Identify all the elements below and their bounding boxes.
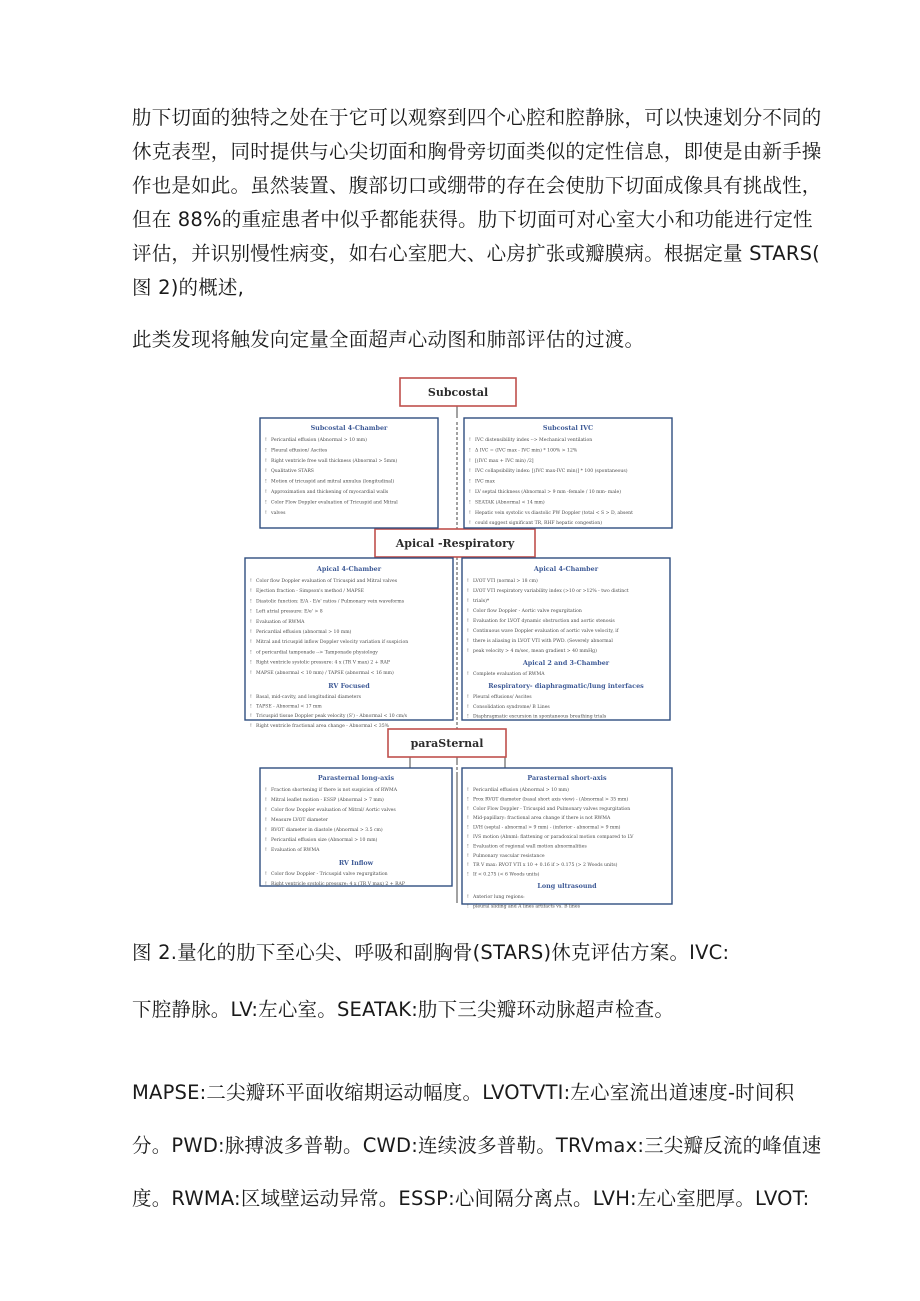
apical-left-line-bullet: ! — [250, 650, 252, 656]
apical-right-title: Apical 4-Chamber — [533, 565, 599, 573]
parasternal-long-line: Measure LVOT diameter — [271, 818, 328, 823]
rv-focused-line-bullet: ! — [250, 723, 252, 729]
respiratory-interfaces-line-bullet: ! — [467, 704, 469, 710]
apical-left-line-bullet: ! — [250, 640, 252, 646]
apical-respiratory-header-label: Apical -Respiratory — [395, 537, 515, 550]
intro-line: 休克表型，同时提供与心尖切面和胸骨旁切面类似的定性信息，即使是由新手操 — [132, 140, 822, 163]
subcostal-ivc-line: LV septal thickness (Abnormal > 9 mm -female / 10 mm- male) — [475, 490, 621, 495]
apical-right-line-bullet: ! — [467, 609, 469, 614]
subcostal-ivc-line-bullet: ! — [469, 500, 471, 506]
subcostal-4chamber-line: Approximation and thickening of myocardial walls — [271, 490, 389, 495]
apical-right-line: LVOT VTI (normal > 18 cm) — [473, 579, 538, 584]
parasternal-long-line-bullet: ! — [265, 788, 267, 793]
apical-2-3-chamber-line-bullet: ! — [467, 672, 469, 677]
respiratory-interfaces-line-bullet: ! — [467, 695, 469, 700]
rv-inflow-line-bullet: ! — [265, 872, 267, 877]
parasternal-short-line: Pericardial effusion (Abnormal > 10 mm) — [473, 788, 569, 793]
rv-inflow-title: RV Inflow — [338, 859, 374, 867]
apical-right-line-bullet: ! — [467, 589, 469, 594]
subcostal-4chamber-line-bullet: ! — [265, 458, 267, 464]
parasternal-long-line-bullet: ! — [265, 798, 267, 803]
rv-focused-line-bullet: ! — [250, 695, 252, 700]
intro-paragraph — [132, 101, 822, 305]
parasternal-short-line-bullet: ! — [467, 872, 469, 878]
parasternal-long-line: Mitral leaflet motion - ESSP (Abnormal > 7 mm) — [271, 798, 384, 803]
respiratory-interfaces-line-bullet: ! — [467, 714, 469, 720]
parasternal-short-line-bullet: ! — [467, 835, 469, 840]
abbrev-line: 度。RWMA:区域壁运动异常。ESSP:心间隔分离点。LVH:左心室肥厚。LVOT: — [132, 1187, 810, 1210]
subcostal-4chamber-line: Pleural effusion/ Ascites — [271, 448, 328, 454]
apical-left-line: MAPSE (abnormal < 10 mm) / TAPSE (abnormal < 16 mm) — [256, 670, 394, 676]
parasternal-short-line: LVH (septal - abnormal > 9 mm) - (inferior - abnormal > 9 mm) — [473, 825, 621, 831]
parasternal-long-title: Parasternal long-axis — [317, 774, 395, 782]
apical-left-line: Pericardial effusion (abnormal > 10 mm) — [256, 630, 352, 635]
apical-right-line: LVOT VTI respiratory variability index (>10 or >12% - two distinct — [473, 589, 629, 594]
apical-left-line-bullet: ! — [250, 670, 252, 676]
rv-inflow-line: Color flow Doppler - Tricuspid valve regurgitation — [271, 872, 388, 877]
subcostal-4chamber-title: Subcostal 4-Chamber — [310, 424, 388, 432]
apical-left-line-bullet: ! — [250, 630, 252, 635]
apical-right-line-bullet: ! — [467, 629, 469, 634]
apical-left-line-bullet: ! — [250, 609, 252, 615]
subcostal-4chamber-line-bullet: ! — [265, 448, 267, 454]
respiratory-interfaces-line: Pleural effusions/ Ascites — [473, 695, 532, 700]
subcostal-ivc-line-bullet: ! — [469, 448, 471, 454]
parasternal-long-line-bullet: ! — [265, 808, 267, 813]
apical-left-line-bullet: ! — [250, 599, 252, 605]
subcostal-ivc-line-bullet: ! — [469, 469, 471, 475]
parasternal-short-line-bullet: ! — [467, 825, 469, 831]
parasternal-short-line: Mid-papillary: fractional area change if there is not RWMA — [473, 816, 611, 822]
parasternal-long-line-bullet: ! — [265, 818, 267, 823]
subcostal-ivc-line: Δ IVC = (IVC max - IVC min) * 100% > 12% — [475, 448, 578, 454]
subcostal-ivc-line-bullet: ! — [469, 458, 471, 464]
figure-caption-line: 下腔静脉。LV:左心室。SEATAK:肋下三尖瓣环动脉超声检查。 — [132, 998, 675, 1021]
respiratory-interfaces-line: Diaphragmatic excursion in spontaneous breathing trials — [473, 714, 607, 720]
subcostal-ivc-title: Subcostal IVC — [542, 424, 594, 432]
apical-2-3-chamber-line: Complete evaluation of RWMA — [473, 672, 545, 677]
apical-left-title: Apical 4-Chamber — [316, 565, 382, 573]
subcostal-ivc-line: IVC max — [475, 479, 495, 485]
intro-line: 肋下切面的独特之处在于它可以观察到四个心腔和腔静脉，可以快速划分不同的 — [132, 106, 822, 129]
parasternal-short-line-bullet: ! — [467, 844, 469, 850]
subcostal-4chamber-line-bullet: ! — [265, 490, 267, 495]
subcostal-4chamber-line-bullet: ! — [265, 479, 267, 485]
parasternal-short-line: Color Flow Doppler - Tricuspid and Pulmonary valves regurgitation — [473, 806, 631, 812]
parasternal-long-line: Color flow Doppler evaluation of Mitral/ Aortic valves — [271, 808, 396, 813]
apical-right-line-bullet: ! — [467, 649, 469, 654]
lung-ultrasound-line: pleural sliding and A lines artifacts vs. B lines — [473, 904, 580, 910]
parasternal-long-box — [260, 768, 452, 886]
parasternal-short-line: IVS motion (Abnml: flattening or paradoxical motion compared to LV — [473, 835, 634, 840]
rv-focused-line: Basal, mid-cavity, and longitudinal diameters — [256, 695, 361, 700]
lung-ultrasound-title: Long ultrasound — [537, 882, 597, 890]
subcostal-ivc-line: SEATAK (Abnormal < 14 mm) — [475, 500, 545, 506]
apical-left-line: Diastolic function: E/A - E/e' ratios / Pulmonary vein waveforms — [256, 599, 405, 605]
parasternal-long-line: Pericardial effusion size (Abnormal > 10 mm) — [271, 838, 378, 843]
parasternal-short-line: Pulmonary vascular resistance — [473, 853, 545, 859]
figure-caption-line: 图 2.量化的肋下至心尖、呼吸和副胸骨(STARS)休克评估方案。IVC: — [132, 941, 730, 964]
apical-right-line-bullet: ! — [467, 639, 469, 644]
subcostal-4chamber-line: Qualitative STARS — [271, 469, 314, 475]
parasternal-short-line: Prox RVOT diameter (basal short axis view) - (Abnormal > 35 mm) — [473, 797, 629, 803]
subcostal-ivc-line-bullet: ! — [469, 510, 471, 516]
rv-focused-line: Tricuspid tissue Doppler peak velocity (S') - Abnormal < 10 cm/s — [256, 714, 408, 720]
parasternal-short-line-bullet: ! — [467, 797, 469, 803]
parasternal-long-line-bullet: ! — [265, 828, 267, 833]
intro-line: 图 2)的概述, — [132, 276, 245, 299]
subcostal-4chamber-line-bullet: ! — [265, 510, 267, 516]
apical-right-line: there is aliasing in LVOT VTI with PWD. (Severely abnormal — [473, 639, 613, 644]
subcostal-ivc-line: [(IVC max + IVC min) /2] — [475, 458, 534, 464]
apical-left-line: Mitral and tricuspid inflow Doppler velocity variation if suspicion — [256, 640, 409, 646]
abbrev-line: MAPSE:二尖瓣环平面收缩期运动幅度。LVOTVTI:左心室流出道速度-时间积 — [132, 1081, 795, 1104]
apical-right-line-bullet: ! — [467, 599, 469, 604]
intro-line: 评估，并识别慢性病变，如右心室肥大、心房扩张或瓣膜病。根据定量 STARS( — [132, 242, 820, 265]
apical-2-3-chamber-title: Apical 2 and 3-Chamber — [522, 659, 610, 667]
apical-left-line-bullet: ! — [250, 619, 252, 625]
apical-left-line: Ejection fraction - Simpson's method / MAPSE — [256, 589, 365, 595]
subcostal-4chamber-line: Right ventricle free wall thickness (Abnormal > 5mm) — [271, 458, 398, 464]
apical-left-line-bullet: ! — [250, 660, 252, 666]
parasternal-short-line-bullet: ! — [467, 806, 469, 812]
lung-ultrasound-line-bullet: ! — [467, 904, 469, 910]
subcostal-4chamber-line-bullet: ! — [265, 500, 267, 506]
subcostal-ivc-line-bullet: ! — [469, 490, 471, 495]
parasternal-short-line: TR V max: RVOT VTI x 10 + 0.16 if > 0.175 (> 2 Woods units) — [473, 863, 618, 869]
lung-ultrasound-line: Anterior lung regions: — [473, 895, 525, 900]
subcostal-ivc-line: IVC collapsibility index: [(IVC max-IVC min)] * 100 (spontaneous) — [475, 469, 628, 475]
parasternal-short-title: Parasternal short-axis — [527, 774, 607, 782]
subcostal-ivc-line-bullet: ! — [469, 479, 471, 485]
parasternal-short-line-bullet: ! — [467, 863, 469, 869]
rv-inflow-line: Right ventricle systolic pressure: 4 x (TR V max) 2 + RAP — [271, 882, 405, 887]
rv-inflow-line-bullet: ! — [265, 882, 267, 887]
intro-line: 作也是如此。虽然装置、腹部切口或绷带的存在会使肋下切面成像具有挑战性， — [132, 174, 822, 197]
respiratory-interfaces-line: Consolidation syndrome/ B Lines — [473, 704, 550, 710]
parasternal-short-line-bullet: ! — [467, 816, 469, 822]
apical-left-line-bullet: ! — [250, 579, 252, 584]
subcostal-4chamber-line-bullet: ! — [265, 438, 267, 443]
apical-left-line: Left atrial pressure: E/e' > 8 — [256, 609, 323, 615]
parasternal-short-line: Evaluation of regional wall motion abnormalities — [473, 844, 587, 850]
apical-right-line: Color flow Doppler - Aortic valve regurgitation — [473, 609, 582, 614]
apical-right-line: Continuous wave Doppler evaluation of aortic valve velocity, if — [473, 629, 619, 634]
apical-left-line: Right ventricle systolic pressure: 4 x (TR V max) 2 + RAP — [256, 660, 390, 666]
parasternal-long-line-bullet: ! — [265, 838, 267, 843]
apical-right-line-bullet: ! — [467, 619, 469, 624]
apical-right-line: Evaluation for LVOT dynamic obstruction and aortic stenosis — [473, 619, 615, 624]
apical-left-line: of pericardial tamponade --> Tamponade physiology — [256, 650, 378, 656]
rv-focused-line-bullet: ! — [250, 714, 252, 720]
intro-line: 但在 88%的重症患者中似乎都能获得。肋下切面可对心室大小和功能进行定性 — [132, 208, 813, 231]
stars-flowchart — [240, 370, 675, 910]
parasternal-short-line-bullet: ! — [467, 853, 469, 859]
subcostal-4chamber-line-bullet: ! — [265, 469, 267, 475]
transition-paragraph: 此类发现将触发向定量全面超声心动图和肺部评估的过渡。 — [132, 328, 645, 351]
subcostal-ivc-line-bullet: ! — [469, 521, 471, 527]
rv-focused-title: RV Focused — [328, 682, 370, 690]
subcostal-header-label: Subcostal — [427, 386, 489, 399]
apical-left-line: Evaluation of RWMA — [256, 619, 305, 625]
parasternal-short-line: If < 0.275 (< 6 Woods units) — [473, 872, 540, 878]
parasternal-long-line: RVOT diameter in diastole (Abnormal > 3.5 cm) — [271, 828, 383, 833]
respiratory-interfaces-title: Respiratory- diaphragmatic/lung interfaces — [488, 682, 644, 690]
subcostal-4chamber-line: Motion of tricuspid and mitral annulus (longitudinal) — [271, 479, 395, 485]
subcostal-ivc-line: could suggest significant TR, RHF hepatic congestion) — [475, 521, 602, 527]
apical-left-line: Color flow Doppler evaluation of Tricuspid and Mitral valves — [256, 579, 398, 584]
subcostal-ivc-line: IVC distensibility index --> Mechanical ventilation — [475, 438, 593, 443]
parasternal-long-line: Evaluation of RWMA — [271, 848, 320, 853]
parasternal-header-label: paraSternal — [410, 737, 484, 750]
subcostal-ivc-line-bullet: ! — [469, 438, 471, 443]
subcostal-ivc-line: Hepatic vein systolic vs diastolic PW Doppler (total < S > D, absent — [475, 510, 633, 516]
apical-left-line-bullet: ! — [250, 589, 252, 595]
rv-focused-line: Right ventricle fractional area change - Abnormal < 35% — [256, 723, 389, 729]
parasternal-short-line-bullet: ! — [467, 788, 469, 793]
apical-right-line: trials)* — [473, 599, 490, 604]
subcostal-4chamber-line: Pericardial effusion (Abnormal > 10 mm) — [271, 438, 367, 443]
abbrev-line: 分。PWD:脉搏波多普勒。CWD:连续波多普勒。TRVmax:三尖瓣反流的峰值速 — [132, 1134, 822, 1157]
parasternal-long-line: Fraction shortening if there is not suspicion of RWMA — [271, 788, 398, 793]
apical-right-line-bullet: ! — [467, 579, 469, 584]
subcostal-4chamber-line: Color Flow Doppler evaluation of Tricuspid and Mitral — [271, 500, 398, 506]
subcostal-4chamber-line: valves — [271, 510, 286, 516]
parasternal-long-line-bullet: ! — [265, 848, 267, 853]
abbreviation-paragraph — [132, 1066, 822, 1225]
rv-focused-line-bullet: ! — [250, 704, 252, 710]
stars-protocol-figure — [240, 370, 675, 910]
lung-ultrasound-line-bullet: ! — [467, 895, 469, 900]
apical-right-line: peak velocity > 4 m/sec, mean gradient > 40 mmHg) — [473, 649, 597, 654]
rv-focused-line: TAPSE - Abnormal < 17 mm — [256, 704, 322, 710]
